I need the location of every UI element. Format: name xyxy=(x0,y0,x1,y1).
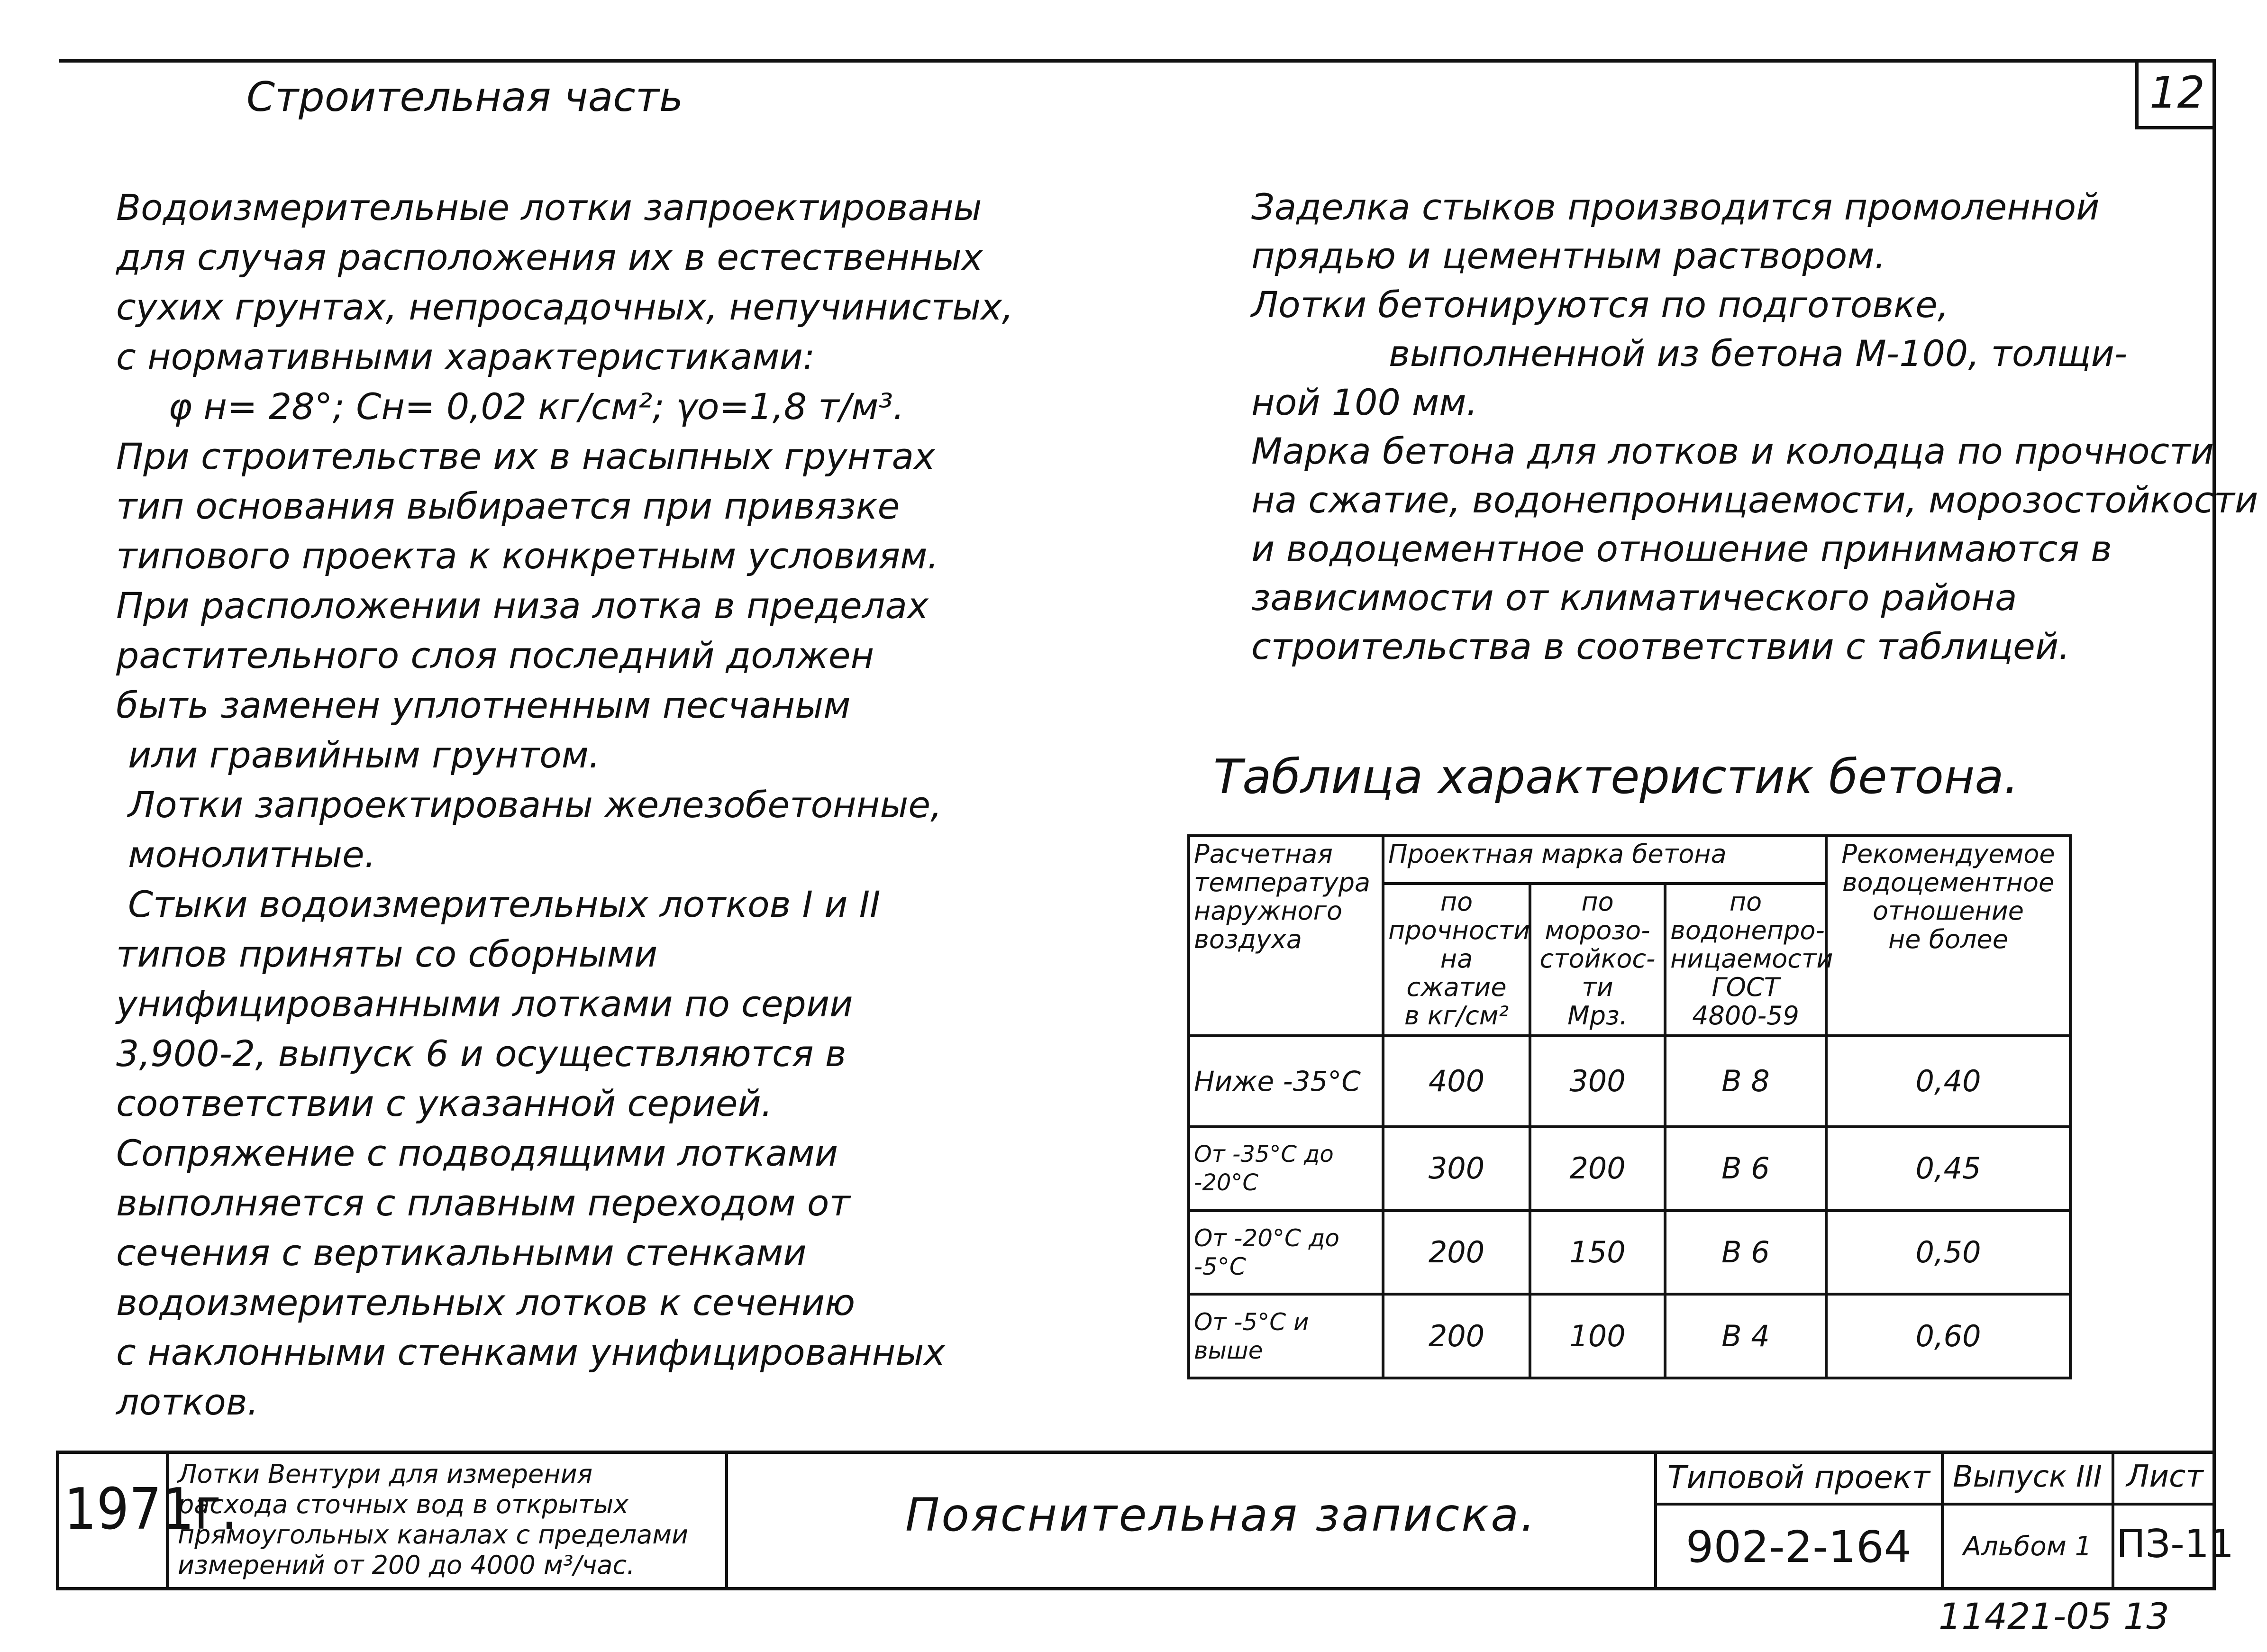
text-line: с наклонными стенками унифицированных xyxy=(116,1331,946,1373)
table-row xyxy=(1189,1127,2070,1211)
sheet-number-box xyxy=(2135,59,2216,129)
sheet-code: ПЗ-11 xyxy=(2116,1522,2234,1567)
text-line: Водоизмерительные лотки запроектированы xyxy=(116,186,982,228)
text-line: и водоцементное отношение принимаются в xyxy=(1251,528,2112,570)
archive-number: 11421-05 13 xyxy=(1939,1595,2169,1637)
header-water-cement-ratio: Рекомендуемое водоцементное отношение не более xyxy=(1826,836,2070,1036)
cell-frost: 100 xyxy=(1530,1294,1665,1378)
text-line: Лотки бетонируются по подготовке, xyxy=(1251,283,1949,326)
cell-ratio: 0,40 xyxy=(1826,1036,2070,1127)
project-number: 902-2-164 xyxy=(1685,1522,1912,1572)
header-design-grade: Проектная марка бетона xyxy=(1383,836,1826,884)
text-line: с нормативными характеристиками: xyxy=(116,336,815,378)
cell-water: В 4 xyxy=(1665,1294,1826,1378)
title-block-border xyxy=(59,1451,2216,1454)
sheet-label: Лист xyxy=(2126,1459,2203,1494)
frame-left-segment xyxy=(56,1451,59,1590)
text-line: При расположении низа лотка в пределах xyxy=(116,584,929,627)
text-line: прядью и цементным раствором. xyxy=(1251,235,1886,277)
cell-water: В 8 xyxy=(1665,1036,1826,1127)
cell-frost: 300 xyxy=(1530,1036,1665,1127)
header-compressive-strength: по прочности на сжатие в кг/см² xyxy=(1383,884,1530,1036)
cell-temperature: Ниже -35°С xyxy=(1189,1036,1383,1127)
text-line: типового проекта к конкретным условиям. xyxy=(116,535,939,577)
text-line: ной 100 мм. xyxy=(1251,381,1478,423)
header-water-permeability: по водонепро- ницаемости ГОСТ 4800-59 xyxy=(1665,884,1826,1036)
text-line: типов приняты со сборными xyxy=(116,933,658,975)
cell-strength: 200 xyxy=(1383,1211,1530,1295)
text-line: сечения с вертикальными стенками xyxy=(116,1232,807,1274)
sheet-number: 12 xyxy=(2149,67,2205,118)
text-line: для случая расположения их в естественных xyxy=(116,236,983,278)
text-line: 3,900-2, выпуск 6 и осуществляются в xyxy=(116,1032,847,1075)
stamp-year: 1971г. xyxy=(64,1477,237,1542)
left-text-column xyxy=(116,183,1045,1427)
text-line: соответствии с указанной серией. xyxy=(116,1082,773,1124)
soil-characteristics-formula: φ н= 28°; Cн= 0,02 кг/см²; γо=1,8 т/м³. xyxy=(168,385,905,428)
text-line: растительного слоя последний должен xyxy=(116,634,874,676)
text-line: Марка бетона для лотков и колодца по прочности xyxy=(1251,430,2214,472)
cell-water: В 6 xyxy=(1665,1211,1826,1295)
title-block-divider xyxy=(1941,1451,1944,1590)
table-title: Таблица характеристик бетона. xyxy=(1213,749,2019,804)
text-line: тип основания выбирается при привязке xyxy=(116,485,900,527)
title-block-divider xyxy=(1654,1503,2216,1506)
text-line: на сжатие, водонепроницаемости, морозостойкости xyxy=(1251,479,2258,521)
cell-strength: 200 xyxy=(1383,1294,1530,1378)
header-design-temperature: Расчетная температура наружного воздуха xyxy=(1189,836,1383,1036)
issue-label: Выпуск III xyxy=(1953,1459,2102,1494)
table-row xyxy=(1189,1211,2070,1295)
text-line: лотков. xyxy=(116,1381,259,1423)
album-label: Альбом 1 xyxy=(1963,1531,2092,1562)
document-title: Пояснительная записка. xyxy=(905,1488,1537,1542)
cell-ratio: 0,60 xyxy=(1826,1294,2070,1378)
cell-temperature: От -20°С до -5°С xyxy=(1189,1211,1383,1295)
project-label: Типовой проект xyxy=(1667,1459,1930,1496)
text-line: монолитные. xyxy=(128,833,376,876)
text-line: строительства в соответствии с таблицей. xyxy=(1251,625,2070,667)
text-line: При строительстве их в насыпных грунтах xyxy=(116,435,935,477)
cell-frost: 150 xyxy=(1530,1211,1665,1295)
title-block xyxy=(59,1451,2234,1590)
right-text-column xyxy=(1251,183,2258,671)
title-block-divider xyxy=(2112,1451,2114,1590)
text-line: Стыки водоизмерительных лотков I и II xyxy=(128,883,881,925)
stamp-description: Лотки Вентури для измерения расхода сточных вод в открытых прямоугольных каналах с пределами измерений от 200 до 4000 м³/час. xyxy=(178,1459,689,1580)
cell-water: В 6 xyxy=(1665,1127,1826,1211)
text-line: выполненной из бетона М-100, толщи- xyxy=(1389,332,2128,374)
cell-strength: 400 xyxy=(1383,1036,1530,1127)
text-line: выполняется с плавным переходом от xyxy=(116,1182,850,1224)
cell-ratio: 0,50 xyxy=(1826,1211,2070,1295)
text-line: Лотки запроектированы железобетонные, xyxy=(128,784,942,826)
cell-temperature: От -5°С и выше xyxy=(1189,1294,1383,1378)
table-row xyxy=(1189,1036,2070,1127)
text-line: быть заменен уплотненным песчаным xyxy=(116,684,851,726)
concrete-characteristics-table xyxy=(1187,834,2072,1379)
cell-strength: 300 xyxy=(1383,1127,1530,1211)
cell-ratio: 0,45 xyxy=(1826,1127,2070,1211)
table-row xyxy=(1189,1294,2070,1378)
text-line: или гравийным грунтом. xyxy=(128,734,601,776)
text-line: сухих грунтах, непросадочных, непучинистых, xyxy=(116,286,1014,328)
text-line: водоизмерительных лотков к сечению xyxy=(116,1281,856,1323)
text-line: унифицированными лотками по серии xyxy=(116,983,853,1025)
cell-temperature: От -35°С до -20°С xyxy=(1189,1127,1383,1211)
text-line: Заделка стыков производится промоленной xyxy=(1251,186,2100,228)
section-heading: Строительная часть xyxy=(246,73,683,121)
header-frost-resistance: по морозо- стойкос- ти Мрз. xyxy=(1530,884,1665,1036)
text-line: зависимости от климатического района xyxy=(1251,576,2017,619)
title-block-divider xyxy=(1654,1451,1657,1590)
cell-frost: 200 xyxy=(1530,1127,1665,1211)
text-line: Сопряжение с подводящими лотками xyxy=(116,1132,838,1174)
